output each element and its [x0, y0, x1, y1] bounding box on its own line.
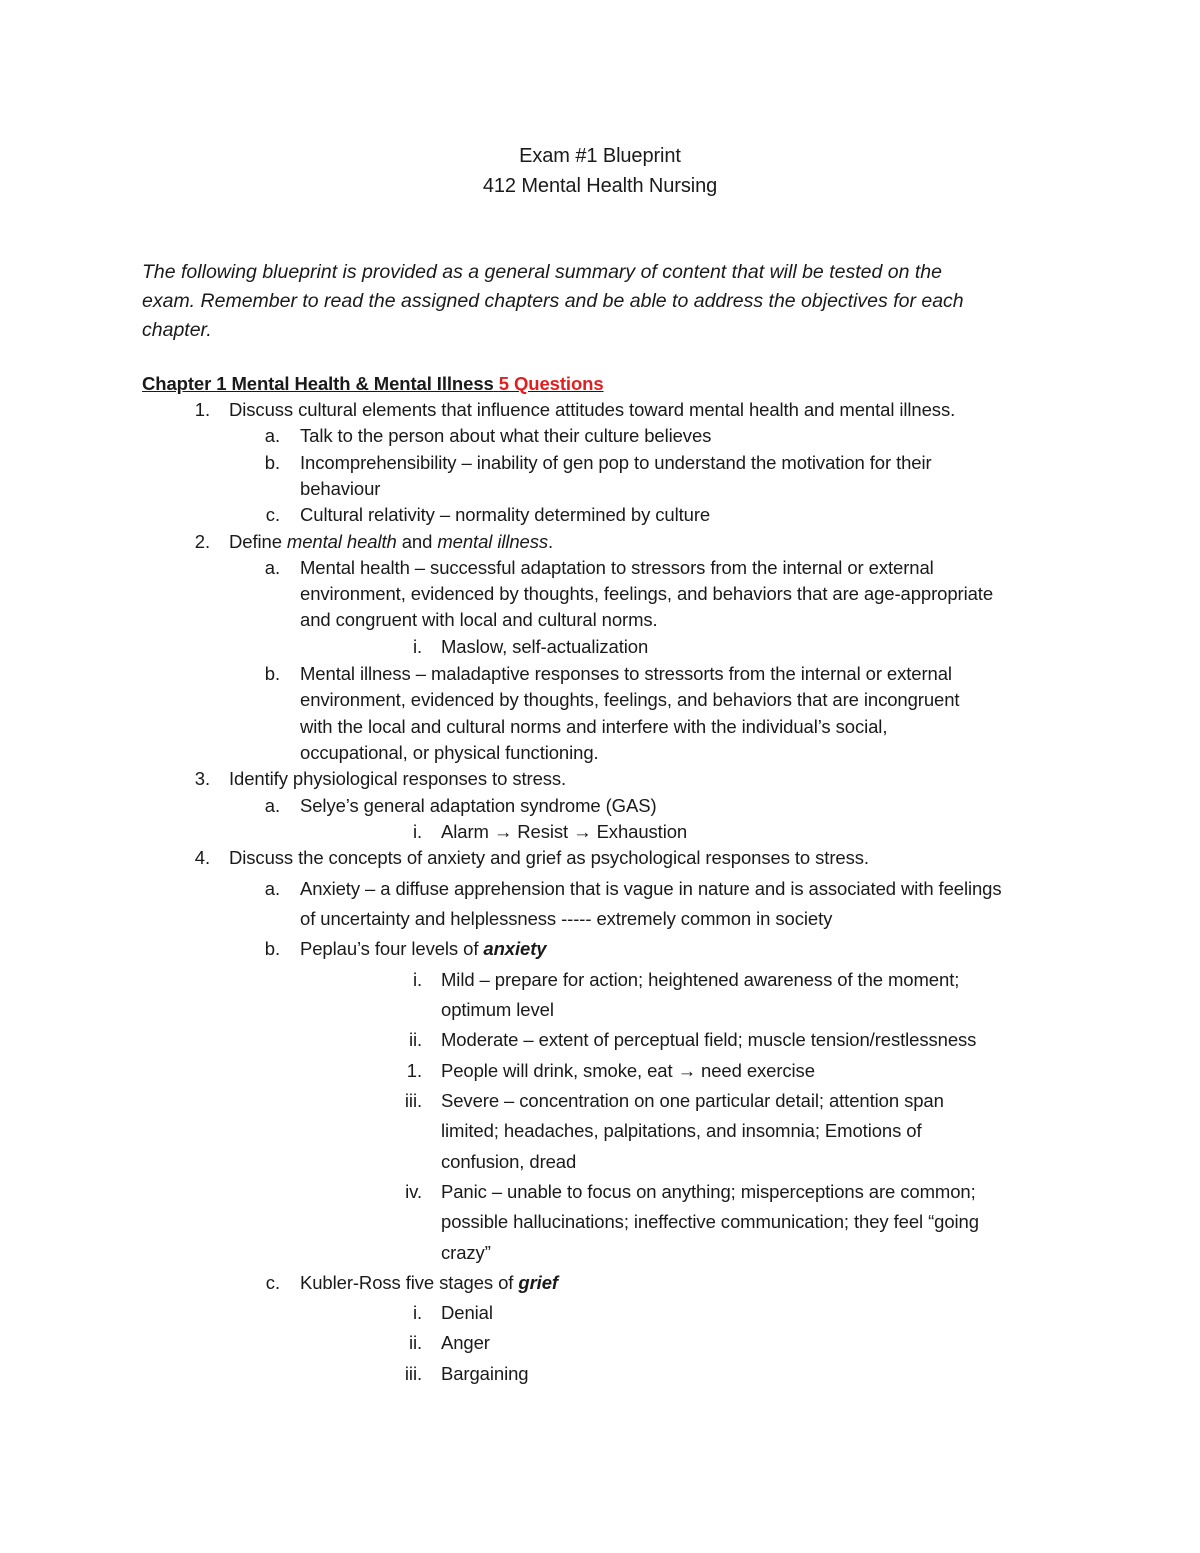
chapter-title: Chapter 1 Mental Health & Mental Illness	[142, 373, 494, 394]
list-item: Discuss the concepts of anxiety and grief as psychological responses to stress.	[229, 847, 869, 868]
list-marker: 3.	[194, 768, 210, 789]
list-item: Moderate – extent of perceptual field; muscle tension/restlessness	[441, 1029, 977, 1050]
list-marker: iv.	[405, 1181, 422, 1202]
question-count: 5 Questions	[498, 373, 604, 394]
list-item: Discuss cultural elements that influence attitudes toward mental health and mental illness.	[229, 399, 956, 420]
list-item: Severe – concentration on one particular detail; attention span	[441, 1090, 944, 1111]
list-item: Mental health – successful adaptation to stressors from the internal or external	[300, 557, 934, 578]
item-emphasis: grief	[518, 1272, 558, 1293]
list-marker: 4.	[194, 847, 210, 868]
list-item: limited; headaches, palpitations, and insomnia; Emotions of	[441, 1120, 922, 1141]
list-marker: a.	[264, 878, 280, 899]
intro-line-2: exam. Remember to read the assigned chapters and be able to address the objectives for each	[142, 290, 964, 312]
list-item	[229, 530, 553, 554]
list-marker: i.	[412, 821, 422, 842]
list-marker: iii.	[404, 1363, 422, 1384]
list-marker: b.	[264, 938, 280, 959]
list-item: Selye’s general adaptation syndrome (GAS)	[300, 795, 657, 816]
list-marker: a.	[264, 557, 280, 578]
list-item	[300, 1271, 558, 1295]
list-item: optimum level	[441, 999, 554, 1020]
list-item: occupational, or physical functioning.	[300, 742, 599, 763]
list-item: environment, evidenced by thoughts, feelings, and behaviors that are incongruent	[300, 689, 960, 710]
intro-line-3: chapter.	[142, 319, 212, 341]
list-item: Alarm → Resist → Exhaustion	[441, 821, 688, 842]
list-marker: ii.	[408, 1029, 422, 1050]
list-item: possible hallucinations; ineffective communication; they feel “going	[441, 1211, 979, 1232]
page-subtitle: 412 Mental Health Nursing	[482, 175, 718, 197]
list-item: Identify physiological responses to stress.	[229, 768, 567, 789]
list-item: environment, evidenced by thoughts, feelings, and behaviors that are age-appropriate	[300, 583, 994, 604]
list-marker: b.	[264, 663, 280, 684]
list-marker: iii.	[404, 1090, 422, 1111]
list-marker: b.	[264, 452, 280, 473]
list-marker: a.	[264, 795, 280, 816]
list-marker: 2.	[194, 531, 210, 552]
list-item: behaviour	[300, 478, 381, 499]
item-text: Define	[229, 531, 287, 552]
list-item: Mild – prepare for action; heightened awareness of the moment;	[441, 969, 960, 990]
item-text: Peplau’s four levels of	[300, 938, 484, 959]
item-emphasis: mental illness	[437, 531, 549, 552]
list-item: Mental illness – maladaptive responses to stressorts from the internal or external	[300, 663, 952, 684]
list-item: Bargaining	[441, 1363, 529, 1384]
list-item: Anxiety – a diffuse apprehension that is vague in nature and is associated with feelings	[300, 878, 1002, 899]
list-item: and congruent with local and cultural norms.	[300, 609, 658, 630]
list-marker: 1.	[194, 399, 210, 420]
list-item: People will drink, smoke, eat → need exercise	[441, 1060, 815, 1081]
list-marker: i.	[412, 636, 422, 657]
list-item: with the local and cultural norms and interfere with the individual’s social,	[300, 716, 888, 737]
list-item: Denial	[441, 1302, 493, 1323]
list-item: crazy”	[441, 1242, 491, 1263]
list-item: Anger	[441, 1332, 490, 1353]
item-text: Kubler-Ross five stages of	[300, 1272, 519, 1293]
list-item: confusion, dread	[441, 1151, 577, 1172]
item-text: .	[548, 531, 554, 552]
list-marker: i.	[412, 969, 422, 990]
list-marker: ii.	[408, 1332, 422, 1353]
list-item: of uncertainty and helplessness ----- extremely common in society	[300, 908, 833, 929]
intro-line-1: The following blueprint is provided as a general summary of content that will be tested on the	[142, 261, 942, 283]
list-marker: a.	[264, 425, 280, 446]
item-text: and	[396, 531, 438, 552]
list-marker: c.	[265, 1272, 280, 1293]
item-emphasis: mental health	[286, 531, 397, 552]
list-item	[300, 937, 546, 961]
chapter-heading	[142, 372, 604, 396]
list-item: Maslow, self-actualization	[441, 636, 649, 657]
list-item: Talk to the person about what their culture believes	[300, 425, 712, 446]
list-item: Incomprehensibility – inability of gen pop to understand the motivation for their	[300, 452, 932, 473]
page-title: Exam #1 Blueprint	[519, 145, 681, 167]
item-emphasis: anxiety	[483, 938, 547, 959]
list-marker: 1.	[406, 1060, 422, 1081]
list-item: Cultural relativity – normality determined by culture	[300, 504, 711, 525]
list-marker: c.	[265, 504, 280, 525]
list-item: Panic – unable to focus on anything; misperceptions are common;	[441, 1181, 976, 1202]
list-marker: i.	[412, 1302, 422, 1323]
